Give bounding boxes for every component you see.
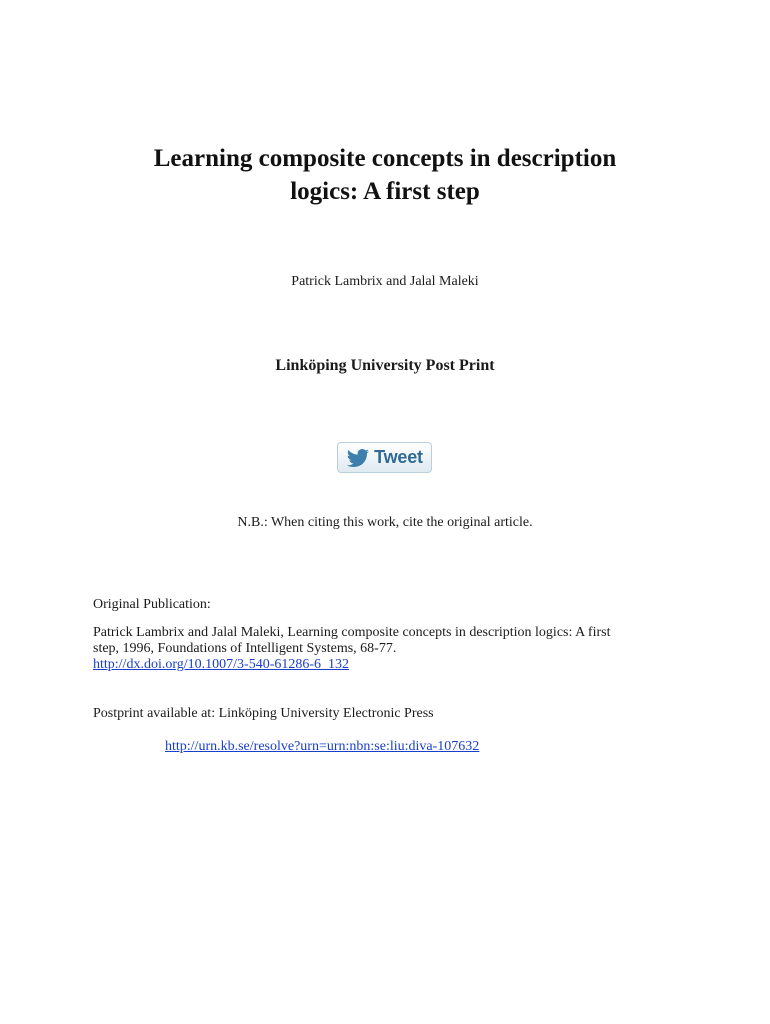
authors: Patrick Lambrix and Jalal Maleki <box>291 274 479 289</box>
title-line-2: logics: A first step <box>290 178 480 205</box>
citation-line-1: Patrick Lambrix and Jalal Maleki, Learning composite concepts in description logics: A first <box>93 625 611 640</box>
citation-line-2: step, 1996, Foundations of Intelligent Systems, 68-77. <box>93 641 397 656</box>
citation-note: N.B.: When citing this work, cite the original article. <box>237 515 533 530</box>
tweet-label: Tweet <box>374 447 423 467</box>
paper-title <box>60 142 710 208</box>
citation-block <box>93 625 693 673</box>
postprint-heading: Linköping University Post Print <box>275 357 495 374</box>
original-publication-heading: Original Publication: <box>93 597 211 612</box>
doi-link[interactable]: http://dx.doi.org/10.1007/3-540-61286-6_132 <box>93 657 350 672</box>
tweet-button-container <box>337 442 432 473</box>
title-line-1: Learning composite concepts in description <box>153 145 617 172</box>
tweet-button[interactable] <box>337 442 432 473</box>
urn-link[interactable]: http://urn.kb.se/resolve?urn=urn:nbn:se:liu:diva-107632 <box>165 739 480 754</box>
twitter-bird-icon <box>346 449 370 467</box>
postprint-available-text: Postprint available at: Linköping University Electronic Press <box>93 706 434 721</box>
